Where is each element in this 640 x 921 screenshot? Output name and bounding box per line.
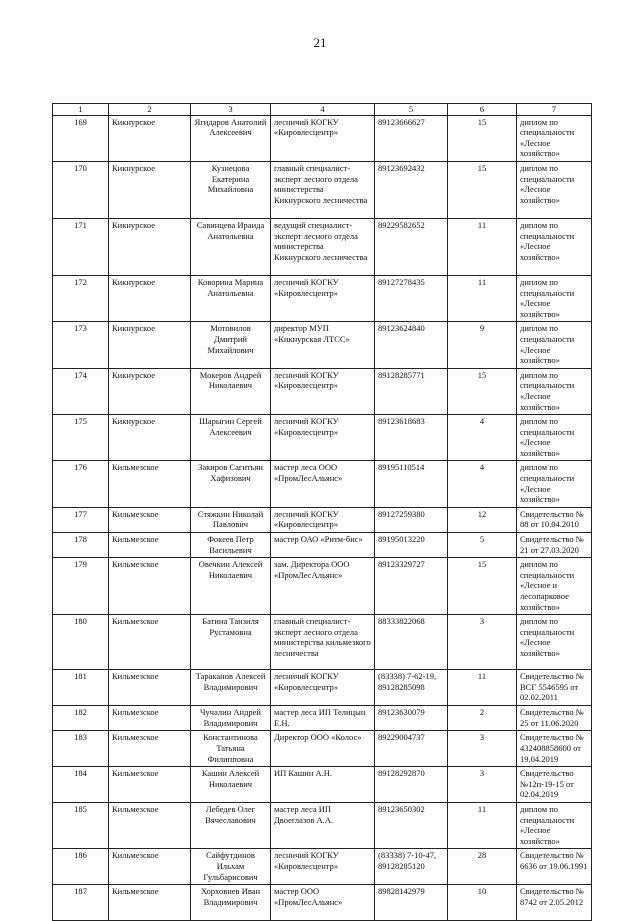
column-header: 6 bbox=[448, 104, 517, 116]
phone-cell: 89123618683 bbox=[375, 415, 448, 461]
document-cell: диплом по специальности «Лесное хозяйство» bbox=[517, 322, 592, 368]
row-number: 171 bbox=[53, 218, 109, 275]
phone-cell: (83338) 7-10-47, 89128285120 bbox=[375, 849, 448, 885]
district-cell: Кильмезское bbox=[109, 615, 191, 670]
phone-cell: 89128292870 bbox=[375, 767, 448, 803]
phone-cell: 88333822068 bbox=[375, 615, 448, 670]
table-row bbox=[53, 368, 592, 414]
document-cell: диплом по специальности «Лесное хозяйство» bbox=[517, 615, 592, 670]
document-cell: Свидетельство № 88 от 10.04.2010 bbox=[517, 507, 592, 532]
name-cell: Сайфутдинов Ильхам Гульбарисович bbox=[191, 849, 271, 885]
name-cell: Ягидаров Анатолий Алексеевич bbox=[191, 115, 271, 161]
phone-cell: 89229582652 bbox=[375, 218, 448, 275]
document-cell: Свидетельство № 21 от 27.03.2020 bbox=[517, 533, 592, 558]
table-row bbox=[53, 161, 592, 218]
phone-cell: 89229004737 bbox=[375, 731, 448, 767]
position-cell: лесничий КОГКУ «Кировлесцентр» bbox=[271, 849, 375, 885]
row-number: 173 bbox=[53, 322, 109, 368]
experience-cell: 10 bbox=[448, 885, 517, 921]
name-cell: Тараканов Алексей Владимирович bbox=[191, 670, 271, 706]
column-header: 5 bbox=[375, 104, 448, 116]
column-header: 4 bbox=[271, 104, 375, 116]
position-cell: зам. Директора ООО «ПромЛесАльянс» bbox=[271, 558, 375, 615]
row-number: 184 bbox=[53, 767, 109, 803]
document-cell: диплом по специальности «Лесное хозяйство» bbox=[517, 368, 592, 414]
table-row bbox=[53, 615, 592, 670]
district-cell: Кильмезское bbox=[109, 706, 191, 731]
phone-cell: 89123329727 bbox=[375, 558, 448, 615]
row-number: 176 bbox=[53, 461, 109, 507]
row-number: 183 bbox=[53, 731, 109, 767]
experience-cell: 12 bbox=[448, 507, 517, 532]
phone-cell: 89123650302 bbox=[375, 802, 448, 848]
name-cell: Закиров Сагитьян Хафизович bbox=[191, 461, 271, 507]
row-number: 172 bbox=[53, 275, 109, 321]
phone-cell: 89123692432 bbox=[375, 161, 448, 218]
position-cell: мастер ОАО «Ритм-бис» bbox=[271, 533, 375, 558]
column-header: 1 bbox=[53, 104, 109, 116]
name-cell: Лебедев Олег Вячеславович bbox=[191, 802, 271, 848]
position-cell: ИП Кашин А.Н. bbox=[271, 767, 375, 803]
phone-cell: 89123630079 bbox=[375, 706, 448, 731]
experience-cell: 15 bbox=[448, 368, 517, 414]
experience-cell: 11 bbox=[448, 218, 517, 275]
position-cell: ведущий специалист-эксперт лесного отдела министерства Кикнурского лесничества bbox=[271, 218, 375, 275]
name-cell: Батина Танзиля Рустамовна bbox=[191, 615, 271, 670]
row-number: 170 bbox=[53, 161, 109, 218]
row-number: 179 bbox=[53, 558, 109, 615]
district-cell: Кильмезское bbox=[109, 731, 191, 767]
document-cell: Свидетельство №12п-19-15 от 02.04.2019 bbox=[517, 767, 592, 803]
district-cell: Кикнурское bbox=[109, 322, 191, 368]
district-cell: Кильмезское bbox=[109, 885, 191, 921]
page-number: 21 bbox=[313, 35, 327, 50]
table-row bbox=[53, 507, 592, 532]
name-cell: Константинова Татьяна Филипповна bbox=[191, 731, 271, 767]
name-cell: Стяжкин Николай Павлович bbox=[191, 507, 271, 532]
name-cell: Кашин Алексей Николаевич bbox=[191, 767, 271, 803]
position-cell: мастер леса ИП Телицын Е.Н. bbox=[271, 706, 375, 731]
phone-cell: 89123624840 bbox=[375, 322, 448, 368]
experience-cell: 3 bbox=[448, 615, 517, 670]
row-number: 185 bbox=[53, 802, 109, 848]
row-number: 174 bbox=[53, 368, 109, 414]
position-cell: главный специалист-эксперт лесного отдела министерства Кикнурского лесничества bbox=[271, 161, 375, 218]
document-cell: диплом по специальности «Лесное хозяйство» bbox=[517, 415, 592, 461]
table-row bbox=[53, 461, 592, 507]
row-number: 187 bbox=[53, 885, 109, 921]
phone-cell: 89127278435 bbox=[375, 275, 448, 321]
experience-cell: 28 bbox=[448, 849, 517, 885]
experience-cell: 3 bbox=[448, 767, 517, 803]
district-cell: Кикнурское bbox=[109, 415, 191, 461]
row-number: 186 bbox=[53, 849, 109, 885]
document-cell: диплом по специальности «Лесное хозяйство» bbox=[517, 115, 592, 161]
table-row bbox=[53, 275, 592, 321]
name-cell: Коворина Марина Анатольевна bbox=[191, 275, 271, 321]
experience-cell: 11 bbox=[448, 670, 517, 706]
column-header: 7 bbox=[517, 104, 592, 116]
row-number: 181 bbox=[53, 670, 109, 706]
experience-cell: 15 bbox=[448, 558, 517, 615]
name-cell: Хорховнев Иван Владимирович bbox=[191, 885, 271, 921]
name-cell: Мокеров Андрей Николаевич bbox=[191, 368, 271, 414]
row-number: 180 bbox=[53, 615, 109, 670]
document-cell: Свидетельство № ВСГ 5546595 от 02.02.2011 bbox=[517, 670, 592, 706]
district-cell: Кильмезское bbox=[109, 767, 191, 803]
document-cell: диплом по специальности «Лесное хозяйство» bbox=[517, 161, 592, 218]
row-number: 175 bbox=[53, 415, 109, 461]
position-cell: мастер ООО «ПромЛесАльянс» bbox=[271, 885, 375, 921]
experience-cell: 11 bbox=[448, 275, 517, 321]
phone-cell: 89195013220 bbox=[375, 533, 448, 558]
position-cell: лесничий КОГКУ «Кировлесцентр» bbox=[271, 275, 375, 321]
experience-cell: 2 bbox=[448, 706, 517, 731]
position-cell: лесничий КОГКУ «Кировлесцентр» bbox=[271, 115, 375, 161]
column-header: 2 bbox=[109, 104, 191, 116]
header-row bbox=[53, 104, 592, 116]
district-cell: Кикнурское bbox=[109, 275, 191, 321]
position-cell: главный специалист-эксперт лесного отдела министерства кильмезкого лесничества bbox=[271, 615, 375, 670]
row-number: 169 bbox=[53, 115, 109, 161]
table-row bbox=[53, 322, 592, 368]
district-cell: Кикнурское bbox=[109, 368, 191, 414]
position-cell: лесничий КОГКУ «Кировлесцентр» bbox=[271, 415, 375, 461]
document-cell: Свидетельство № 6636 от 19.06.1991 bbox=[517, 849, 592, 885]
name-cell: Мотовилов Дмитрий Михайлович bbox=[191, 322, 271, 368]
table-row bbox=[53, 558, 592, 615]
table-row bbox=[53, 115, 592, 161]
table-row bbox=[53, 706, 592, 731]
phone-cell: (83338) 7-62-19, 89128285098 bbox=[375, 670, 448, 706]
experience-cell: 11 bbox=[448, 802, 517, 848]
district-cell: Кильмезское bbox=[109, 533, 191, 558]
phone-cell: 89195110514 bbox=[375, 461, 448, 507]
table-row bbox=[53, 670, 592, 706]
district-cell: Кильмезское bbox=[109, 849, 191, 885]
experience-cell: 4 bbox=[448, 415, 517, 461]
table-row bbox=[53, 767, 592, 803]
district-cell: Кикнурское bbox=[109, 115, 191, 161]
name-cell: Чучалин Андрей Владимирович bbox=[191, 706, 271, 731]
document-cell: диплом по специальности «Лесное и лесопарковое хозяйство» bbox=[517, 558, 592, 615]
name-cell: Савинцева Ираида Анатольевна bbox=[191, 218, 271, 275]
document-cell: диплом по специальности «Лесное хозяйство» bbox=[517, 218, 592, 275]
position-cell: мастер леса ООО «ПромЛесАльянс» bbox=[271, 461, 375, 507]
experience-cell: 3 bbox=[448, 731, 517, 767]
position-cell: Директор ООО «Колос» bbox=[271, 731, 375, 767]
district-cell: Кильмезское bbox=[109, 461, 191, 507]
district-cell: Кильмезское bbox=[109, 558, 191, 615]
position-cell: мастер леса ИП Двоеглазов А.А. bbox=[271, 802, 375, 848]
position-cell: директор МУП «Кикнурская ЛТСС» bbox=[271, 322, 375, 368]
table-row bbox=[53, 849, 592, 885]
phone-cell: 89128285771 bbox=[375, 368, 448, 414]
table-row bbox=[53, 533, 592, 558]
name-cell: Овечкин Алексей Николаевич bbox=[191, 558, 271, 615]
position-cell: лесничий КОГКУ «Кировлесцентр» bbox=[271, 670, 375, 706]
phone-cell: 89828142979 bbox=[375, 885, 448, 921]
document-cell: Свидетельство № 25 от 11.06.2020 bbox=[517, 706, 592, 731]
experience-cell: 5 bbox=[448, 533, 517, 558]
experience-cell: 15 bbox=[448, 115, 517, 161]
table-row bbox=[53, 802, 592, 848]
name-cell: Шарыгин Сергей Алексеевич bbox=[191, 415, 271, 461]
row-number: 182 bbox=[53, 706, 109, 731]
phone-cell: 89127259380 bbox=[375, 507, 448, 532]
experience-cell: 9 bbox=[448, 322, 517, 368]
district-cell: Кильмезское bbox=[109, 670, 191, 706]
experience-cell: 4 bbox=[448, 461, 517, 507]
table-row bbox=[53, 415, 592, 461]
position-cell: лесничий КОГКУ «Кировлесцентр» bbox=[271, 507, 375, 532]
document-cell: Свидетельство № 432408858600 от 19.04.2019 bbox=[517, 731, 592, 767]
district-cell: Кильмезское bbox=[109, 507, 191, 532]
name-cell: Кузнецова Екатерина Михайловна bbox=[191, 161, 271, 218]
document-cell: диплом по специальности «Лесное хозяйство» bbox=[517, 802, 592, 848]
table-row bbox=[53, 218, 592, 275]
document-cell: диплом по специальности «Лесное хозяйство» bbox=[517, 461, 592, 507]
table-row bbox=[53, 731, 592, 767]
position-cell: лесничий КОГКУ «Кировлесцентр» bbox=[271, 368, 375, 414]
document-cell: Свидетельство № 8742 от 2.05.2012 bbox=[517, 885, 592, 921]
document-cell: диплом по специальности «Лесное хозяйство» bbox=[517, 275, 592, 321]
experience-cell: 15 bbox=[448, 161, 517, 218]
name-cell: Фокеев Петр Васильевич bbox=[191, 533, 271, 558]
district-cell: Кильмезское bbox=[109, 802, 191, 848]
row-number: 177 bbox=[53, 507, 109, 532]
district-cell: Кикнурское bbox=[109, 161, 191, 218]
row-number: 178 bbox=[53, 533, 109, 558]
phone-cell: 89123666627 bbox=[375, 115, 448, 161]
column-header: 3 bbox=[191, 104, 271, 116]
district-cell: Кикнурское bbox=[109, 218, 191, 275]
table-row bbox=[53, 885, 592, 921]
specialists-table bbox=[52, 103, 592, 921]
